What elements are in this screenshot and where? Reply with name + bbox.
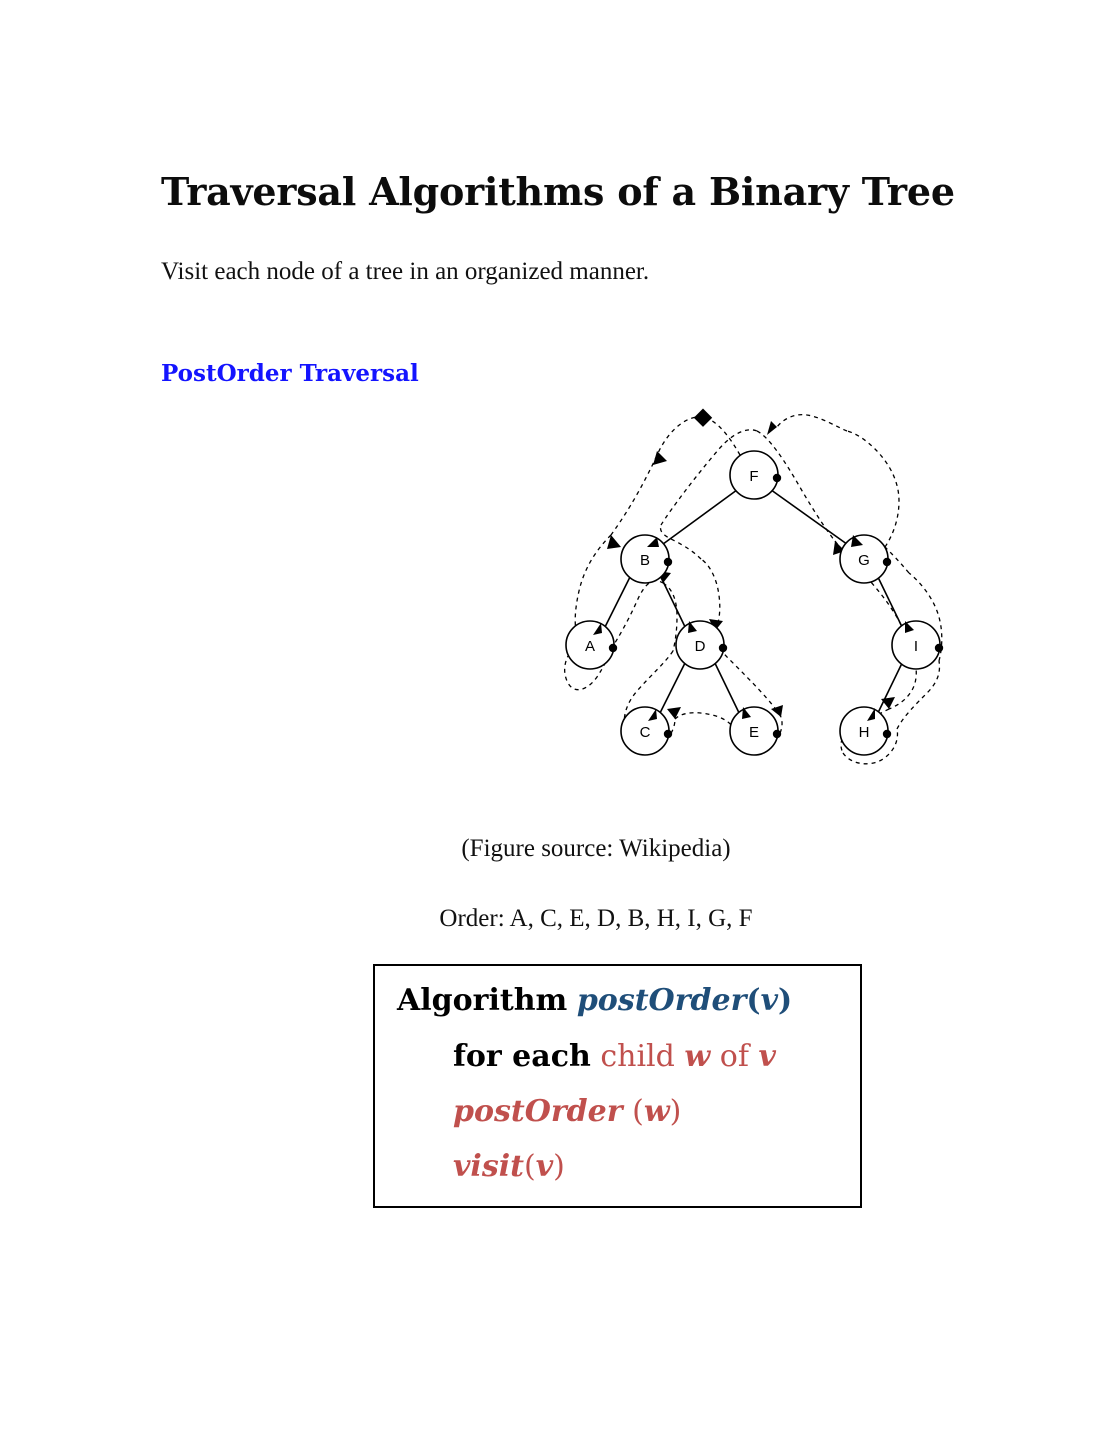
recursive-arg: w <box>643 1094 670 1129</box>
tree-node-label: G <box>858 552 870 570</box>
tree-node-a <box>566 621 617 669</box>
traversal-order-text: Order: A, C, E, D, B, H, I, G, F <box>439 905 753 933</box>
algorithm-arg: v <box>760 983 779 1018</box>
tree-node-label: D <box>694 638 706 656</box>
algorithm-line-1 <box>397 983 793 1018</box>
recursive-call-name: postOrder <box>453 1094 623 1129</box>
algorithm-keyword: Algorithm <box>397 983 568 1018</box>
tree-node-e <box>730 707 781 755</box>
figure-caption: (Figure source: Wikipedia) <box>461 835 731 863</box>
algorithm-box <box>373 964 862 1208</box>
visit-paren-close: ) <box>553 1149 565 1184</box>
tree-node-label: A <box>584 638 596 656</box>
tree-node-c <box>621 707 672 755</box>
visit-paren-open: ( <box>523 1149 536 1184</box>
tree-node-label: I <box>913 638 919 656</box>
tree-node-label: H <box>858 724 870 742</box>
traversal-start-marker <box>694 409 712 427</box>
tree-node-label: B <box>639 552 651 570</box>
recursive-paren-open: ( <box>632 1094 644 1129</box>
tree-node-label: E <box>748 724 760 742</box>
child-keyword: child <box>600 1039 675 1074</box>
tree-node-h <box>840 707 891 755</box>
visit-call-name: visit <box>453 1149 524 1184</box>
tree-node-i <box>892 621 943 669</box>
section-heading-postorder: PostOrder Traversal <box>161 360 419 388</box>
binary-tree-diagram <box>371 405 1011 805</box>
tree-nodes <box>566 451 943 755</box>
child-var: w <box>684 1039 711 1074</box>
of-keyword: of <box>719 1039 749 1074</box>
tree-node-d <box>676 621 727 669</box>
tree-node-label: F <box>749 468 759 486</box>
algorithm-line-4 <box>453 1149 565 1184</box>
tree-node-g <box>840 535 891 583</box>
algorithm-line-2 <box>453 1039 776 1074</box>
page-title: Traversal Algorithms of a Binary Tree <box>161 169 955 214</box>
algorithm-paren-open: ( <box>746 983 761 1018</box>
algorithm-line-3 <box>453 1094 682 1129</box>
algorithm-paren-close: ) <box>778 983 793 1018</box>
visit-arg: v <box>535 1149 554 1184</box>
document-content <box>161 170 991 933</box>
foreach-keyword: for each <box>453 1039 591 1074</box>
recursive-paren-close: ) <box>669 1094 682 1129</box>
algorithm-name: postOrder <box>576 983 747 1018</box>
binary-tree-figure <box>161 405 991 835</box>
intro-paragraph: Visit each node of a tree in an organized manner. <box>161 257 650 285</box>
tree-node-label: C <box>639 724 651 742</box>
parent-var: v <box>758 1039 776 1074</box>
